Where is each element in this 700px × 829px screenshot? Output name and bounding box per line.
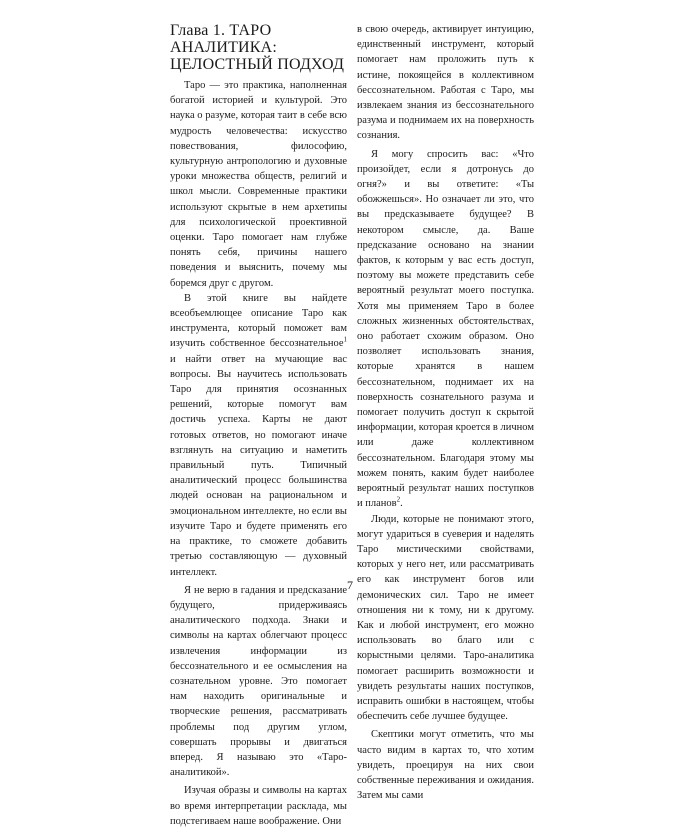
paragraph: Скептики могут отметить, что мы часто видим в картах то, что хотим увидеть, проецируя на них свои собственные переживания и ожидания. Затем мы сами bbox=[357, 729, 534, 802]
paragraph: в свою очередь, активирует интуицию, единственный инструмент, который помогает нам проложить путь к истине, покоящейся в коллективном бессознательном. Работая с Таро, мы извлекаем знания из бессознательного разума и поднимаем их на поверхность сознания. bbox=[357, 24, 534, 142]
paragraph: Таро — это практика, наполненная богатой историей и культурой. Это наука о разуме, которая таит в себе всю мудрость человечества: искусство повествования, философию, культурную антропологию и духовные уроки множества обществ, религий и школ мысли. Современные практики используют скрытые в нем архетипы для психологической проективной оценки. Таро помогает нам глубже понять себя, причины нашего поведения и выяснить, почему мы боремся друг с другом. bbox=[170, 80, 347, 289]
right-column bbox=[357, 22, 534, 803]
paragraph: Люди, которые не понимают этого, могут удариться в суеверия и наделять Таро мистическими свойствами, которых у него нет, или рассматривать его как инструмент богов или демонических сил. Таро не имеет отношения ни к тому, ни к другому. Как и любой инструмент, его можно использовать во благо или с корыстными целями. Таро-аналитика помогает расширить возможности и увидеть результаты наших поступков, исправить ошибки в настоящем, чтобы обеспечить себе лучшее будущее. bbox=[357, 513, 534, 723]
paragraph-text: В этой книге вы найдете всеобъемлющее описание Таро как инструмента, который поможет вам изучить собственное бессознательное bbox=[170, 292, 347, 350]
footnote-ref: 2 bbox=[396, 495, 401, 504]
paragraph bbox=[357, 147, 534, 512]
chapter-title: Глава 1. ТАРО АНАЛИТИКА: ЦЕЛОСТНЫЙ ПОДХОД bbox=[170, 22, 345, 73]
left-column bbox=[170, 22, 347, 829]
paragraph: Я не верю в гадания и предсказание будущего, придерживаясь аналитического подхода. Знаки и символы на картах облегчают процесс извлечения информации из бессознательного и ее осмысления на сознательном уровне. Это помогает нам находить оригинальные и творческие решения, рассматривать проблемы под другим углом, совершать прорывы и двигаться вперед. Я называю это «Таро-аналитикой». bbox=[170, 584, 347, 779]
paragraph bbox=[170, 291, 347, 580]
paragraph: Изучая образы и символы на картах во время интерпретации расклада, мы подстегиваем наше воображение. Они bbox=[170, 785, 347, 827]
paragraph-text-cont: и найти ответ на мучающие вас вопросы. Вы научитесь использовать Таро для принятия осознанных решений, которые помогут вам достичь успеха. Карты не дают готовых ответов, но помогают иначе взглянуть на ситуацию и наметить правильный путь. Типичный аналитический процесс большинства людей основан на рациональном и эмоциональном интеллекте, но если вы изучите Таро и будете применять его на практике, то сможете добавить третью составляющую — духовный интеллект. bbox=[170, 353, 347, 578]
paragraph-text-cont: . bbox=[400, 498, 403, 510]
page-number: 7 bbox=[347, 578, 353, 592]
footnote-ref: 1 bbox=[343, 335, 347, 344]
paragraph-text: Я могу спросить вас: «Что произойдет, если я дотронусь до огня?» и вы ответите: «Ты обожжешься». Но означает ли это, что вы предсказываете будущее? В некотором смысле, да. Ваше предсказание основано на знании фактов, к которым у вас есть доступ, поэтому вы можете представить себе вероятный результат моего поступка. Хотя мы применяем Таро в более сложных жизненных обстоятельствах, оно работает схожим образом. Оно позволяет использовать знания, которые хранятся в нашем бессознательном, поднимает их на поверхность сознательного разума и помогает получить доступ к скрытой информации, которая кроется в личном или даже коллективном бессознательном. Благодаря этому мы можем понять, каким будет наиболее вероятный результат наших поступков и планов bbox=[357, 148, 534, 510]
